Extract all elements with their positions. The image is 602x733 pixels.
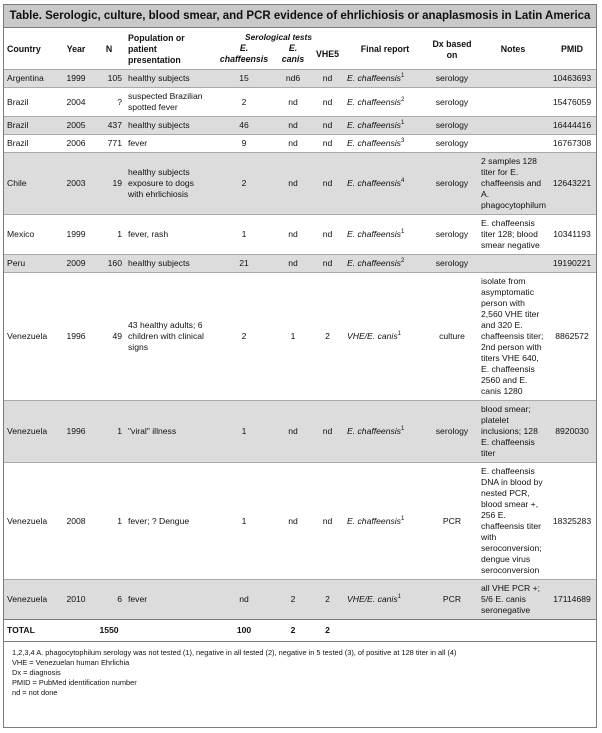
cell-n: 105 <box>93 70 125 88</box>
cell-notes <box>478 117 548 135</box>
table-row <box>4 153 596 215</box>
cell-e-canis: 1 <box>290 331 296 341</box>
header-serologic-group: Serological tests <box>244 32 313 42</box>
header-notes: Notes <box>500 44 526 54</box>
table-row <box>4 463 596 580</box>
cell-pmid: 16767308 <box>552 138 592 148</box>
cell-vhe5: nd <box>311 255 344 273</box>
footnotes <box>4 642 596 698</box>
table-row <box>4 70 596 88</box>
footnote: 1,2,3,4 A. phagocytophilum serology was not tested (1), negative in all tested (2), negative in 5 tested (3), of positive at 128 titer in all (4) <box>12 648 457 657</box>
cell-dx-based-on: serology <box>426 401 478 463</box>
cell-population: suspected Brazilian spotted fever <box>128 91 203 112</box>
cell-population: healthy subjects <box>125 117 213 135</box>
cell-country: Venezuela <box>4 401 59 463</box>
header-pmid: PMID <box>561 44 583 54</box>
cell-dx-based-on: culture <box>439 331 465 341</box>
header-population: Population or patient presentation <box>128 33 185 65</box>
cell-pmid: 8862572 <box>555 331 589 341</box>
cell-dx-based-on: serology <box>435 138 469 148</box>
total-population <box>125 620 213 642</box>
cell-notes: 2 samples 128 titer for E. chaffeensis and A. phagocytophilum <box>478 153 548 215</box>
cell-notes <box>478 70 548 88</box>
table-row <box>4 255 596 273</box>
cell-country: Chile <box>4 153 59 215</box>
cell-final-report: E. chaffeensis$^1$ <box>344 70 426 88</box>
cell-dx-based-on: serology <box>426 117 478 135</box>
cell-final-report: E. chaffeensis$^3$ <box>347 138 405 148</box>
cell-country: Mexico <box>7 229 35 239</box>
cell-dx-based-on: serology <box>435 229 469 239</box>
cell-final-report: E. chaffeensis$^2$ <box>347 96 405 107</box>
cell-n: 160 <box>93 255 125 273</box>
cell-n: 1 <box>93 401 125 463</box>
cell-e-canis: nd <box>275 153 311 215</box>
cell-population: "viral" illness <box>125 401 213 463</box>
cell-e-chaffeensis: nd <box>213 580 275 620</box>
cell-country: Venezuela <box>7 515 48 526</box>
header-country: Country <box>7 44 41 54</box>
cell-vhe5: 2 <box>311 580 344 620</box>
table-row <box>4 580 596 620</box>
cell-population: fever; ? Dengue <box>128 515 190 526</box>
cell-e-chaffeensis: 2 <box>213 153 275 215</box>
table-title: Table. Serologic, culture, blood smear, and PCR evidence of ehrlichiosis or anaplasmosis in Latin America <box>4 5 596 28</box>
total-label: TOTAL <box>4 620 59 642</box>
total-year <box>59 620 93 642</box>
cell-country: Venezuela <box>7 331 48 341</box>
data-table <box>4 28 596 642</box>
cell-notes: E. chaffeensis titer 128; blood smear negative <box>481 218 540 250</box>
cell-pmid: 12643221 <box>548 153 596 215</box>
cell-e-chaffeensis: 15 <box>213 70 275 88</box>
cell-n: 49 <box>112 331 122 341</box>
cell-e-chaffeensis: 21 <box>213 255 275 273</box>
cell-vhe5: nd <box>322 229 333 239</box>
total-n: 1550 <box>93 620 125 642</box>
cell-population: healthy subjects <box>125 255 213 273</box>
cell-notes: E. chaffeensis DNA in blood by nested PCR, blood smear +, 256 E. chaffeensis titer with seroconversion; dengue virus seroconversion <box>481 466 543 575</box>
cell-vhe5: nd <box>311 401 344 463</box>
cell-vhe5: nd <box>322 96 333 107</box>
cell-year: 2008 <box>66 515 86 526</box>
cell-population: healthy subjects <box>125 70 213 88</box>
cell-population: fever <box>125 580 213 620</box>
cell-final-report: VHE/E. canis$^1$ <box>347 331 401 341</box>
header-vhe5: VHE5 <box>316 48 339 59</box>
total-chaff: 100 <box>213 620 275 642</box>
table-row <box>4 401 596 463</box>
header-final-report: Final report <box>360 44 410 54</box>
table-row <box>4 117 596 135</box>
cell-n: ? <box>117 96 122 107</box>
cell-year: 1999 <box>59 70 93 88</box>
table-row <box>4 273 596 401</box>
cell-year: 2010 <box>59 580 93 620</box>
footnote: Dx = diagnosis <box>12 668 61 677</box>
cell-e-canis: nd <box>275 401 311 463</box>
cell-population: fever, rash <box>128 229 169 239</box>
cell-e-canis: nd <box>288 138 298 148</box>
cell-dx-based-on: serology <box>426 153 478 215</box>
cell-dx-based-on: PCR <box>426 580 478 620</box>
table-row <box>4 135 596 153</box>
cell-vhe5: 2 <box>325 331 330 341</box>
cell-final-report: E. chaffeensis$^1$ <box>347 515 405 526</box>
cell-vhe5: nd <box>311 153 344 215</box>
total-canis: 2 <box>275 620 311 642</box>
cell-e-chaffeensis: 9 <box>241 138 247 148</box>
cell-year: 2006 <box>66 138 86 148</box>
cell-dx-based-on: serology <box>435 96 469 107</box>
cell-pmid: 15476059 <box>552 96 592 107</box>
total-vhe: 2 <box>311 620 344 642</box>
table-frame <box>3 4 597 728</box>
cell-final-report: E. chaffeensis$^1$ <box>344 401 426 463</box>
cell-pmid: 17114689 <box>548 580 596 620</box>
cell-e-canis: nd <box>275 117 311 135</box>
cell-country: Venezuela <box>4 580 59 620</box>
cell-pmid: 10341193 <box>553 229 591 239</box>
cell-final-report: E. chaffeensis$^1$ <box>344 117 426 135</box>
cell-pmid: 19190221 <box>548 255 596 273</box>
cell-final-report: VHE/E. canis$^1$ <box>344 580 426 620</box>
cell-year: 1996 <box>66 331 86 341</box>
cell-n: 19 <box>93 153 125 215</box>
table-row <box>4 88 596 117</box>
cell-pmid: 16444416 <box>548 117 596 135</box>
cell-country: Brazil <box>7 96 29 107</box>
cell-dx-based-on: PCR <box>442 515 462 526</box>
cell-year: 2005 <box>59 117 93 135</box>
header-n: N <box>105 44 113 54</box>
cell-n: 6 <box>93 580 125 620</box>
cell-final-report: E. chaffeensis$^1$ <box>347 229 405 239</box>
cell-n: 437 <box>93 117 125 135</box>
cell-country: Argentina <box>4 70 59 88</box>
cell-e-chaffeensis: 1 <box>213 401 275 463</box>
cell-n: 771 <box>107 138 122 148</box>
table-row <box>4 215 596 255</box>
cell-population: 43 healthy adults; 6 children with clinical signs <box>128 320 204 352</box>
cell-notes: isolate from asymptomatic person with 2,560 VHE titer and 320 E. chaffeensis titer; 2nd person with titers VHE 640, E. chaffeensis 2560 and E. canis 1280 <box>481 276 544 396</box>
cell-notes <box>478 135 548 153</box>
cell-year: 1999 <box>66 229 86 239</box>
footnote: nd = not done <box>12 688 58 697</box>
header-e-canis: E. canis <box>281 43 305 64</box>
cell-notes: blood smear; platelet inclusions; 128 E. chaffeensis titer <box>478 401 548 463</box>
cell-dx-based-on: serology <box>426 70 478 88</box>
cell-n: 1 <box>117 229 122 239</box>
total-empty <box>344 620 596 642</box>
cell-e-canis: nd <box>275 255 311 273</box>
cell-country: Brazil <box>7 138 29 148</box>
cell-vhe5: nd <box>311 70 344 88</box>
cell-e-chaffeensis: 2 <box>241 331 247 341</box>
cell-pmid: 18325283 <box>552 515 592 526</box>
cell-e-canis: nd6 <box>275 70 311 88</box>
cell-vhe5: nd <box>322 515 333 526</box>
cell-pmid: 8920030 <box>548 401 596 463</box>
cell-notes <box>478 255 548 273</box>
cell-year: 2009 <box>59 255 93 273</box>
cell-notes <box>478 88 548 117</box>
cell-year: 2004 <box>66 96 86 107</box>
cell-e-canis: 2 <box>275 580 311 620</box>
cell-e-canis: nd <box>288 229 298 239</box>
footnote: PMID = PubMed identification number <box>12 678 137 687</box>
cell-country: Peru <box>4 255 59 273</box>
cell-final-report: E. chaffeensis$^2$ <box>344 255 426 273</box>
cell-vhe5: nd <box>311 117 344 135</box>
header-dx-based-on: Dx based on <box>432 38 472 60</box>
cell-notes: all VHE PCR +; 5/6 E. canis seronegative <box>478 580 548 620</box>
cell-e-canis: nd <box>288 515 298 526</box>
header-year: Year <box>66 44 86 54</box>
cell-year: 1996 <box>59 401 93 463</box>
cell-e-chaffeensis: 46 <box>213 117 275 135</box>
cell-final-report: E. chaffeensis$^4$ <box>344 153 426 215</box>
cell-country: Brazil <box>4 117 59 135</box>
total-row <box>4 620 596 642</box>
cell-e-chaffeensis: 2 <box>241 96 247 107</box>
cell-e-chaffeensis: 1 <box>241 515 247 526</box>
cell-e-chaffeensis: 1 <box>241 229 247 239</box>
cell-dx-based-on: serology <box>426 255 478 273</box>
cell-vhe5: nd <box>322 138 333 148</box>
cell-population: fever <box>128 138 148 148</box>
cell-n: 1 <box>117 515 122 526</box>
cell-year: 2003 <box>59 153 93 215</box>
cell-population: healthy subjects exposure to dogs with ehrlichiosis <box>125 153 213 215</box>
footnote: VHE = Venezuelan human Ehrlichia <box>12 658 130 667</box>
header-e-chaffeensis: E. chaffeensis <box>219 43 269 64</box>
cell-e-canis: nd <box>288 96 298 107</box>
cell-pmid: 10463693 <box>548 70 596 88</box>
